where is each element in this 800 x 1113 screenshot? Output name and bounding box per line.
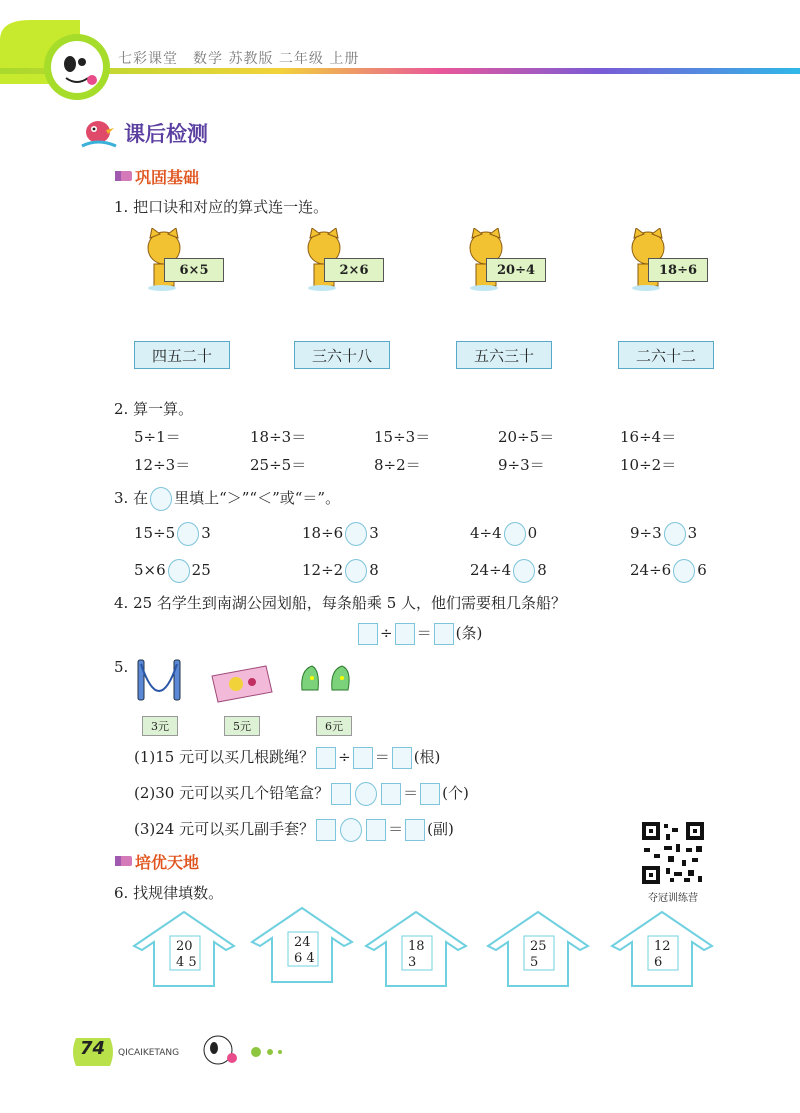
calc-item: 8÷2＝ — [374, 456, 421, 474]
page-number: 74 — [80, 1038, 106, 1059]
q6-prompt: 6. 找规律填数。 — [114, 884, 224, 902]
calc-item: 18÷3＝ — [250, 428, 307, 446]
footer-mascot-icon — [196, 1030, 296, 1070]
compare-item: 24÷6 6 — [630, 559, 707, 583]
sign-2: 2×6 — [324, 258, 384, 282]
answer-box[interactable] — [366, 819, 386, 841]
q5-label: 5. — [114, 658, 129, 676]
compare-circle[interactable] — [504, 522, 526, 546]
cat-sign-3 — [462, 228, 552, 292]
sign-4: 18÷6 — [648, 258, 708, 282]
q4-answer: ÷ ＝ (条) — [356, 622, 482, 645]
eraser-icon — [114, 168, 134, 184]
qr-caption: 夺冠训练营 — [648, 893, 698, 904]
subsection-advanced: 培优天地 — [135, 853, 200, 872]
header-mascot-icon — [44, 34, 110, 100]
house-5: 12 6 — [610, 910, 714, 988]
q1-prompt: 1. 把口诀和对应的算式连一连。 — [114, 198, 329, 216]
cat-sign-2 — [300, 228, 390, 292]
calc-item: 9÷3＝ — [498, 456, 545, 474]
compare-item: 12÷2 8 — [302, 559, 379, 583]
jump-rope-icon — [134, 658, 186, 708]
calc-item: 16÷4＝ — [620, 428, 677, 446]
compare-circle[interactable] — [513, 559, 535, 583]
house-4: 25 5 — [486, 910, 590, 988]
rhyme-2[interactable]: 三六十八 — [294, 341, 390, 369]
compare-circle[interactable] — [345, 522, 367, 546]
q3-prompt: 3. 在 里填上“＞”“＜”或“＝”。 — [114, 487, 340, 511]
calc-item: 12÷3＝ — [134, 456, 191, 474]
compare-item: 9÷3 3 — [630, 522, 697, 546]
calc-item: 10÷2＝ — [620, 456, 677, 474]
sample-circle — [150, 487, 172, 511]
answer-box[interactable] — [358, 623, 378, 645]
q5-sub1: (1)15 元可以买几根跳绳？ ÷ ＝ (根) — [134, 746, 440, 769]
q5-sub3: (3)24 元可以买几副手套？ ＝ (副) — [134, 818, 454, 842]
q2-prompt: 2. 算一算。 — [114, 400, 194, 418]
cat-sign-1 — [140, 228, 230, 292]
answer-box[interactable] — [434, 623, 454, 645]
compare-item: 24÷4 8 — [470, 559, 547, 583]
compare-circle[interactable] — [345, 559, 367, 583]
rhyme-1[interactable]: 四五二十 — [134, 341, 230, 369]
rhyme-4[interactable]: 二六十二 — [618, 341, 714, 369]
house-3: 18 3 — [364, 910, 468, 988]
compare-item: 5×6 25 — [134, 559, 211, 583]
house-1: 20 4 5 — [132, 910, 236, 988]
answer-box[interactable] — [420, 783, 440, 805]
compare-circle[interactable] — [168, 559, 190, 583]
header-title: 七彩课堂 数学 苏教版 二年级 上册 — [118, 51, 360, 67]
calc-item: 20÷5＝ — [498, 428, 555, 446]
house-2: 24 6 4 — [250, 906, 354, 984]
price-tag-mittens: 6元 — [316, 716, 352, 736]
compare-circle[interactable] — [177, 522, 199, 546]
qr-code-icon — [640, 820, 706, 886]
q4-prompt: 4. 25 名学生到南湖公园划船，每条船乘 5 人，他们需要租几条船？ — [114, 594, 567, 612]
operator-circle[interactable] — [340, 818, 362, 842]
subsection-basics: 巩固基础 — [135, 168, 200, 187]
cat-sign-4 — [624, 228, 714, 292]
answer-box[interactable] — [392, 747, 412, 769]
price-tag-pencilbox: 5元 — [224, 716, 260, 736]
sign-1: 6×5 — [164, 258, 224, 282]
compare-item: 18÷6 3 — [302, 522, 379, 546]
answer-box[interactable] — [395, 623, 415, 645]
answer-box[interactable] — [316, 819, 336, 841]
answer-box[interactable] — [381, 783, 401, 805]
price-tag-rope: 3元 — [142, 716, 178, 736]
compare-item: 4÷4 0 — [470, 522, 537, 546]
rhyme-3[interactable]: 五六三十 — [456, 341, 552, 369]
answer-box[interactable] — [353, 747, 373, 769]
eraser-icon — [114, 853, 134, 869]
q5-sub2: (2)30 元可以买几个铅笔盒？ ＝ (个) — [134, 782, 469, 806]
calc-item: 15÷3＝ — [374, 428, 431, 446]
compare-item: 15÷5 3 — [134, 522, 211, 546]
answer-box[interactable] — [316, 747, 336, 769]
compare-circle[interactable] — [664, 522, 686, 546]
operator-circle[interactable] — [355, 782, 377, 806]
mittens-icon — [298, 660, 358, 706]
answer-box[interactable] — [405, 819, 425, 841]
section-title: 课后检测 — [124, 122, 208, 146]
calc-item: 25÷5＝ — [250, 456, 307, 474]
bird-icon — [78, 112, 120, 150]
header-rainbow-bar — [0, 0, 800, 84]
sign-3: 20÷4 — [486, 258, 546, 282]
answer-box[interactable] — [331, 783, 351, 805]
pencil-box-icon — [206, 664, 276, 706]
calc-item: 5÷1＝ — [134, 428, 181, 446]
footer-brand: QICAIKETANG — [118, 1048, 180, 1058]
compare-circle[interactable] — [673, 559, 695, 583]
